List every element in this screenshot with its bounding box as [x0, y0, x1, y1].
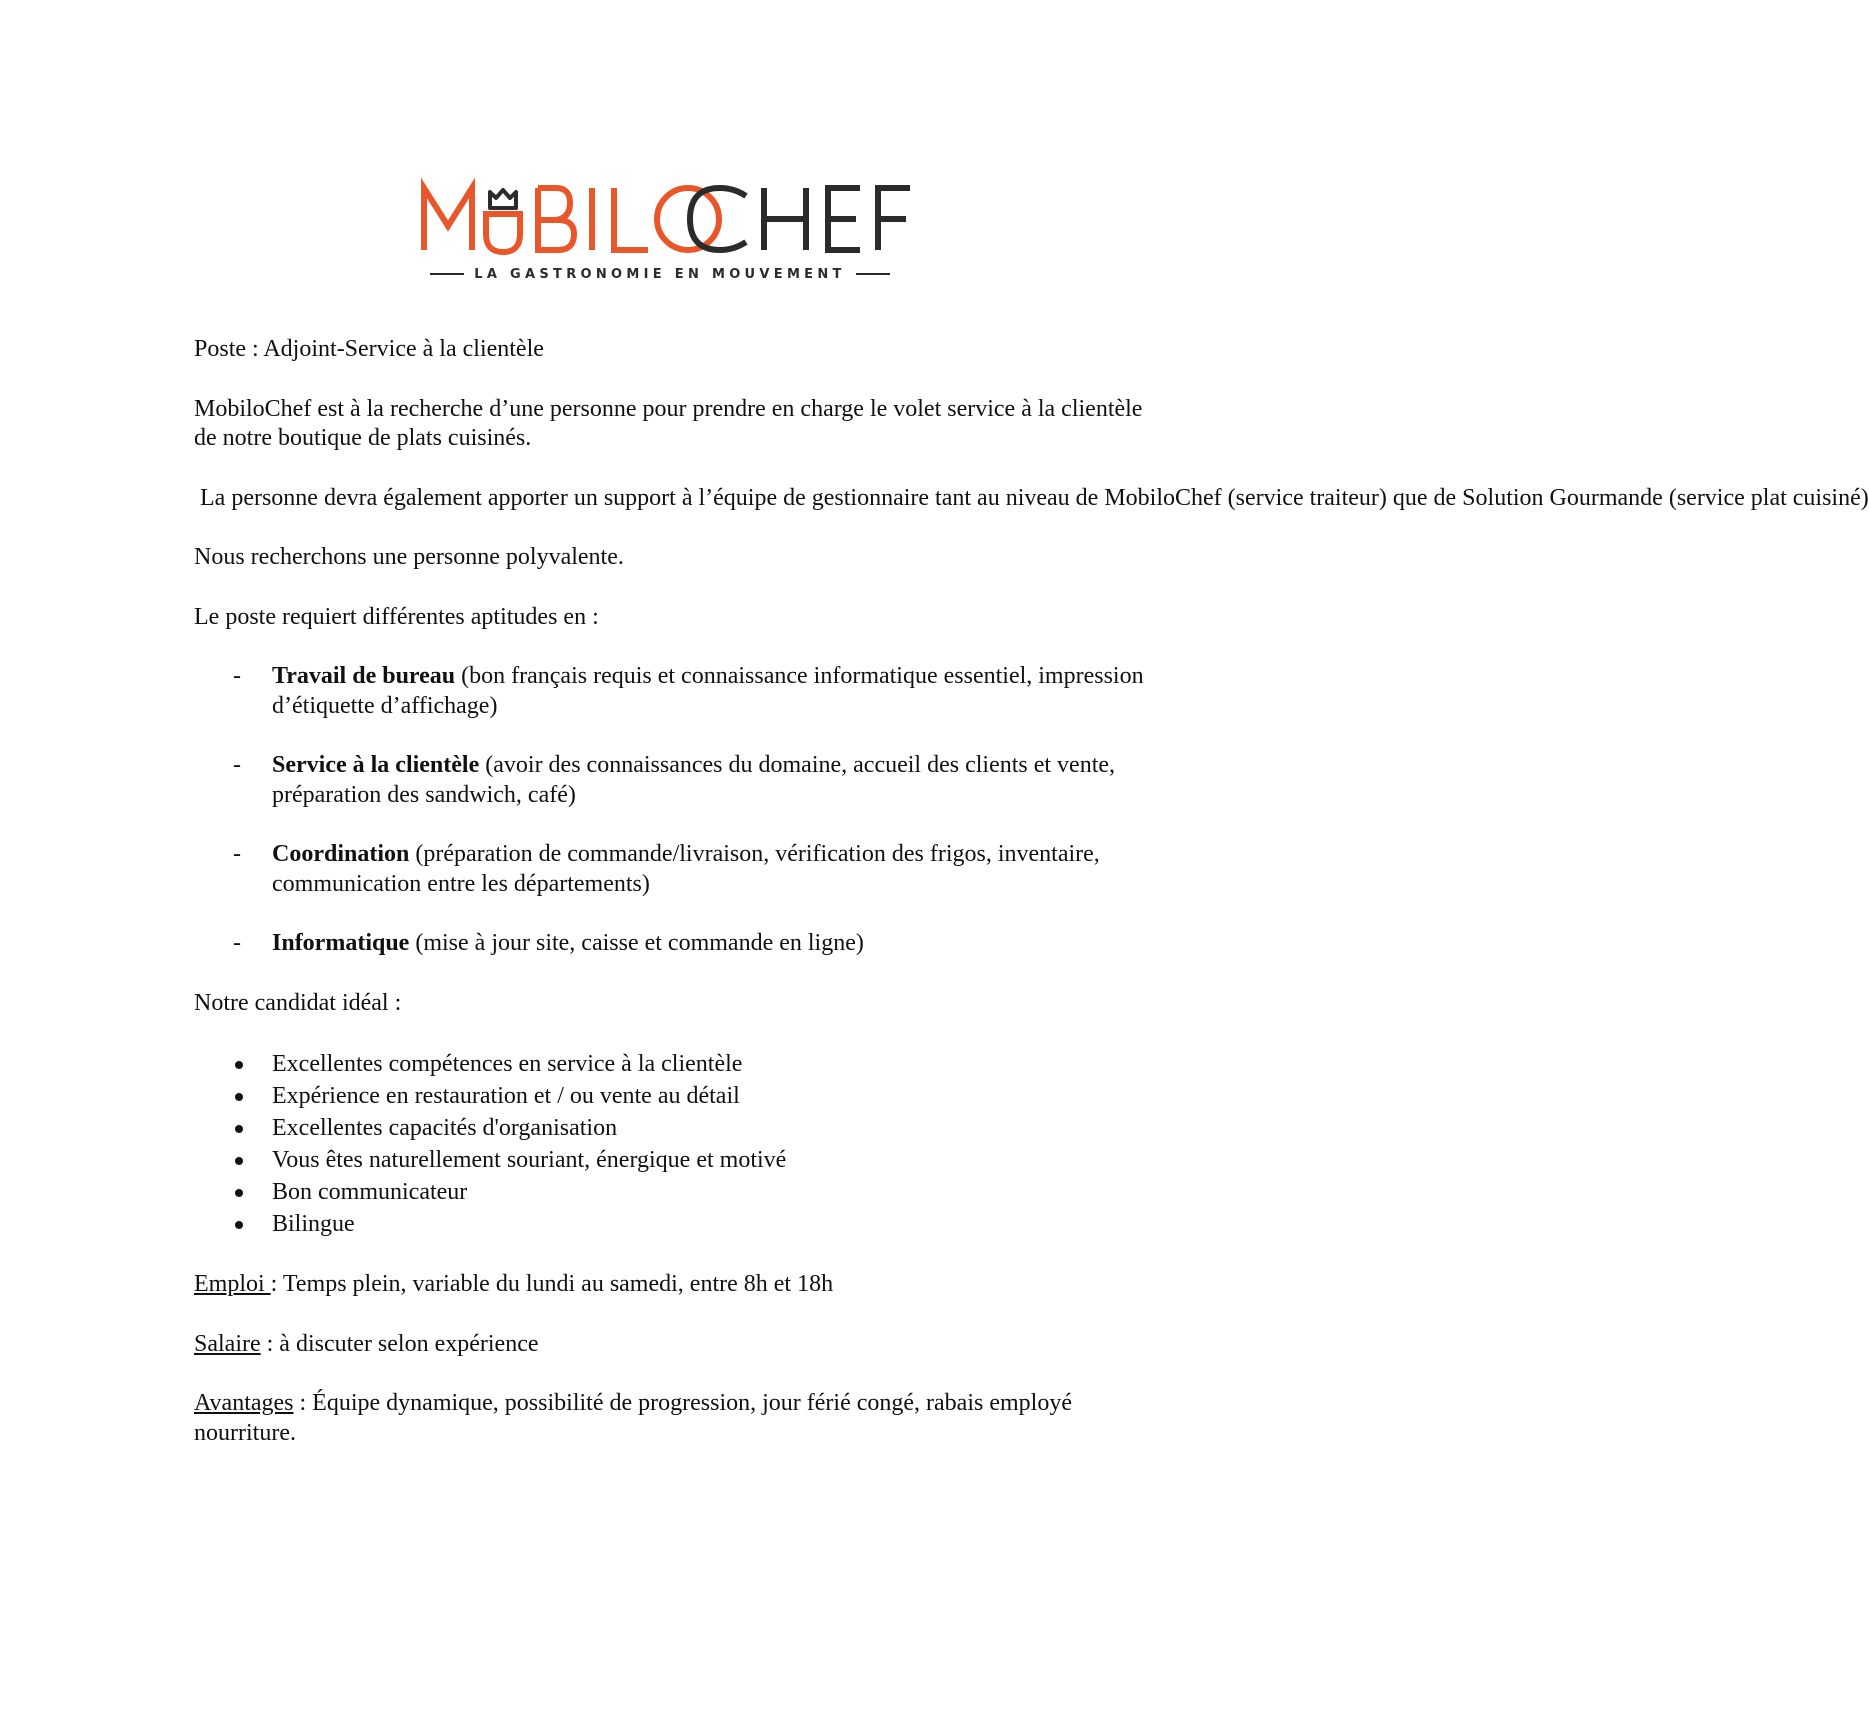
emploi-value: : Temps plein, variable du lundi au samedi, entre 8h et 18h: [270, 1271, 834, 1297]
support-paragraph: La personne devra également apporter un support à l’équipe de gestionnaire tant au niveau de MobiloChef (service traiteur) que de Solution Gourmande (service plat cuisiné): [194, 484, 1869, 511]
mobilochef-logo: [420, 178, 920, 288]
aptitudes-list: [194, 662, 1154, 959]
salaire-value: : à discuter selon expérience: [260, 1330, 539, 1357]
logo-tagline-row: [420, 264, 900, 284]
avantages-value: : Équipe dynamique, possibilité de progression, jour férié congé, rabais employé nourriture.: [194, 1390, 1072, 1446]
tagline-right-rule: [856, 273, 890, 275]
list-item: Excellentes capacités d'organisation: [194, 1112, 1154, 1144]
aptitude-title: Coordination: [272, 841, 410, 867]
dash-marker: -: [233, 663, 241, 689]
aptitude-detail: (bon français requis et connaissance informatique essentiel, impression d’étiquette d’affichage): [272, 663, 1144, 719]
intro-paragraph: MobiloChef est à la recherche d’une personne pour prendre en charge le volet service à la clientèle de notre boutique de plats cuisinés.: [194, 395, 1143, 451]
emploi-label: Emploi: [194, 1271, 271, 1297]
avantages-line: [194, 1389, 1154, 1448]
bullet-icon: [235, 1189, 243, 1197]
list-item: Expérience en restauration et / ou vente au détail: [194, 1080, 1154, 1112]
aptitude-detail: (préparation de commande/livraison, vérification des frigos, inventaire, communication entre les départements): [272, 841, 1100, 897]
logo-letter-h: [764, 188, 806, 250]
list-item: [194, 929, 1154, 959]
salaire-line: [194, 1330, 1154, 1360]
list-item: Excellentes compétences en service à la clientèle: [194, 1048, 1154, 1080]
logo-wordmark-graphic: [420, 178, 920, 268]
bullet-icon: [235, 1157, 243, 1165]
logo-letter-m: [424, 188, 472, 250]
candidat-intro: Notre candidat idéal :: [194, 989, 402, 1016]
aptitude-detail: (mise à jour site, caisse et commande en ligne): [409, 930, 864, 956]
aptitude-title: Travail de bureau: [272, 663, 456, 689]
list-item: [194, 751, 1154, 810]
salaire-label: Salaire: [194, 1330, 261, 1357]
chef-hat-icon: [483, 190, 523, 252]
aptitude-title: Informatique: [272, 930, 410, 956]
avantages-label: Avantages: [194, 1390, 294, 1416]
aptitude-title: Service à la clientèle: [272, 752, 480, 778]
logo-tagline: LA GASTRONOMIE EN MOUVEMENT: [474, 266, 846, 282]
dash-marker: -: [233, 752, 241, 778]
tagline-left-rule: [430, 273, 464, 275]
poste-line: Poste : Adjoint-Service à la clientèle: [194, 336, 544, 362]
aptitudes-intro: Le poste requiert différentes aptitudes en :: [194, 603, 599, 630]
dash-marker: -: [233, 930, 241, 956]
emploi-line: [194, 1270, 1154, 1300]
aptitude-detail: (avoir des connaissances du domaine, accueil des clients et vente, préparation des sandwich, café): [272, 752, 1116, 808]
bullet-icon: [235, 1061, 243, 1069]
list-item: Vous êtes naturellement souriant, énergique et motivé: [194, 1144, 1154, 1176]
polyvalente-paragraph: Nous recherchons une personne polyvalente.: [194, 544, 624, 570]
bullet-icon: [235, 1221, 243, 1229]
dash-marker: -: [233, 841, 241, 867]
candidat-list: [194, 1048, 1154, 1240]
logo-letter-b: [538, 188, 574, 250]
list-item: [194, 840, 1154, 899]
logo-letter-l: [614, 188, 648, 250]
list-item: Bon communicateur: [194, 1176, 1154, 1208]
logo-letter-e: [828, 188, 860, 250]
bullet-icon: [235, 1093, 243, 1101]
job-posting-body: [194, 335, 1869, 1478]
bullet-icon: [235, 1125, 243, 1133]
list-item: [194, 662, 1154, 721]
logo-letter-f: [878, 188, 910, 250]
list-item: Bilingue: [194, 1208, 1154, 1240]
